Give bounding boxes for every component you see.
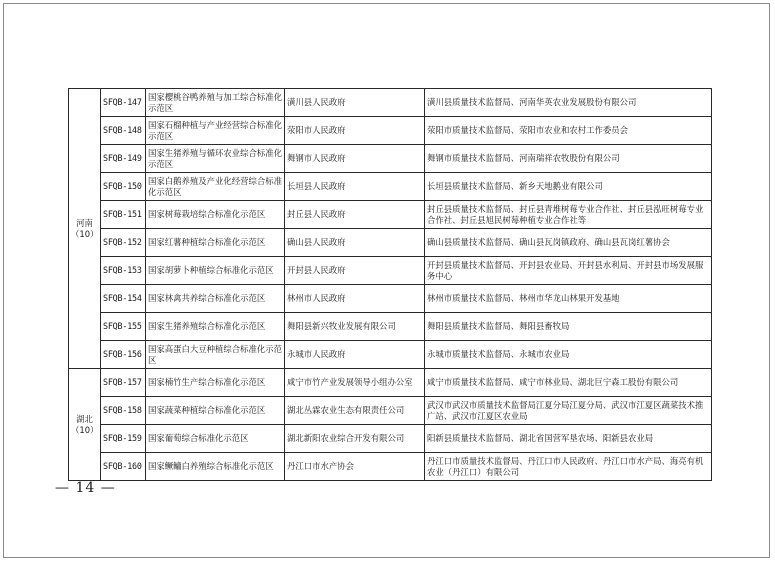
table-row [69, 173, 712, 201]
zone-code: SFQB-155 [101, 313, 146, 341]
zone-code: SFQB-157 [101, 369, 146, 397]
zone-name: 国家白鹅养殖及产业化经营综合标准化示范区 [146, 173, 285, 201]
zone-name: 国家生猪养殖与循环农业综合标准化示范区 [146, 145, 285, 173]
zone-name: 国家高蛋白大豆种植综合标准化示范区 [146, 341, 285, 369]
zone-code: SFQB-159 [101, 425, 146, 453]
zone-code: SFQB-147 [101, 89, 146, 117]
table-row [69, 229, 712, 257]
zone-name: 国家樱桃谷鸭养殖与加工综合标准化示范区 [146, 89, 285, 117]
guiding-unit: 开封县质量技术监督局、开封县农业局、开封县水利局、开封县市场发展服务中心 [425, 257, 712, 285]
undertaker-unit: 荥阳市人民政府 [285, 117, 425, 145]
undertaker-unit: 舞钢市人民政府 [285, 145, 425, 173]
guiding-unit: 林州市质量技术监督局、林州市华龙山林果开发基地 [425, 285, 712, 313]
zone-name: 国家树莓栽培综合标准化示范区 [146, 201, 285, 229]
province-cell [69, 369, 101, 481]
guiding-unit: 丹江口市质量技术监督局、丹江口市人民政府、丹江口市水产局、海亮有机农业（丹江口）有限公司 [425, 453, 712, 481]
undertaker-unit: 长垣县人民政府 [285, 173, 425, 201]
table-row [69, 341, 712, 369]
undertaker-unit: 潢川县人民政府 [285, 89, 425, 117]
page-number: — 14 — [55, 480, 116, 496]
zone-name: 国家生猪养殖综合标准化示范区 [146, 313, 285, 341]
undertaker-unit: 永城市人民政府 [285, 341, 425, 369]
undertaker-unit: 确山县人民政府 [285, 229, 425, 257]
table-row [69, 313, 712, 341]
guiding-unit: 荥阳市质量技术监督局、荥阳市农业和农村工作委员会 [425, 117, 712, 145]
guiding-unit: 武汉市武汉市质量技术监督局江夏分局江夏分局、武汉市江夏区蔬菜技术推广站、武汉市江夏区农业局 [425, 397, 712, 425]
guiding-unit: 阳新县质量技术监督局、湖北省国营军垦农场、阳新县农业局 [425, 425, 712, 453]
province-count: （10） [71, 228, 99, 239]
guiding-unit: 咸宁市质量技术监督局、咸宁市林业局、湖北巨宁森工股份有限公司 [425, 369, 712, 397]
undertaker-unit: 舞阳县新兴牧业发展有限公司 [285, 313, 425, 341]
zone-code: SFQB-153 [101, 257, 146, 285]
guiding-unit: 永城市质量技术监督局、永城市农业局 [425, 341, 712, 369]
zone-name: 国家葡萄综合标准化示范区 [146, 425, 285, 453]
guiding-unit: 长垣县质量技术监督局、新乡天地鹅业有限公司 [425, 173, 712, 201]
zone-code: SFQB-149 [101, 145, 146, 173]
guiding-unit: 舞钢市质量技术监督局、河南瑞祥农牧股份有限公司 [425, 145, 712, 173]
zone-code: SFQB-150 [101, 173, 146, 201]
zone-name: 国家蔬菜种植综合标准化示范区 [146, 397, 285, 425]
zone-code: SFQB-156 [101, 341, 146, 369]
zone-code: SFQB-158 [101, 397, 146, 425]
zone-name: 国家石榴种植与产业经营综合标准化示范区 [146, 117, 285, 145]
province-cell [69, 89, 101, 369]
table-row [69, 201, 712, 229]
zone-name: 国家林禽共养综合标准化示范区 [146, 285, 285, 313]
zone-name: 国家鳜鳙白养殖综合标准化示范区 [146, 453, 285, 481]
table-row [69, 285, 712, 313]
table-row [69, 397, 712, 425]
undertaker-unit: 咸宁市竹产业发展领导小组办公室 [285, 369, 425, 397]
zone-name: 国家楠竹生产综合标准化示范区 [146, 369, 285, 397]
zone-code: SFQB-152 [101, 229, 146, 257]
province-count: （10） [71, 424, 99, 435]
province-name: 湖北 [76, 413, 93, 424]
guiding-unit: 封丘县质量技术监督局、封丘县青堆树莓专业合作社、封丘县泓旺树莓专业合作社、封丘县旭民树莓种植专业合作社等 [425, 201, 712, 229]
undertaker-unit: 湖北丛霖农业生态有限责任公司 [285, 397, 425, 425]
undertaker-unit: 开封县人民政府 [285, 257, 425, 285]
undertaker-unit: 丹江口市水产协会 [285, 453, 425, 481]
demonstration-zone-table [68, 88, 712, 481]
zone-code: SFQB-160 [101, 453, 146, 481]
table-row [69, 369, 712, 397]
table-body [69, 89, 712, 481]
table-row [69, 453, 712, 481]
zone-name: 国家胡萝卜种植综合标准化示范区 [146, 257, 285, 285]
province-name: 河南 [76, 217, 93, 228]
zone-code: SFQB-151 [101, 201, 146, 229]
undertaker-unit: 湖北新阳农业综合开发有限公司 [285, 425, 425, 453]
table-row [69, 257, 712, 285]
guiding-unit: 确山县质量技术监督局、确山县瓦岗镇政府、确山县瓦岗红薯协会 [425, 229, 712, 257]
undertaker-unit: 封丘县人民政府 [285, 201, 425, 229]
zone-code: SFQB-148 [101, 117, 146, 145]
table-row [69, 145, 712, 173]
guiding-unit: 舞阳县质量技术监督局、舞阳县畜牧局 [425, 313, 712, 341]
guiding-unit: 潢川县质量技术监督局、河南华英农业发展股份有限公司 [425, 89, 712, 117]
zone-name: 国家红薯种植综合标准化示范区 [146, 229, 285, 257]
table-row [69, 117, 712, 145]
undertaker-unit: 林州市人民政府 [285, 285, 425, 313]
zone-code: SFQB-154 [101, 285, 146, 313]
table-row [69, 425, 712, 453]
table-row [69, 89, 712, 117]
